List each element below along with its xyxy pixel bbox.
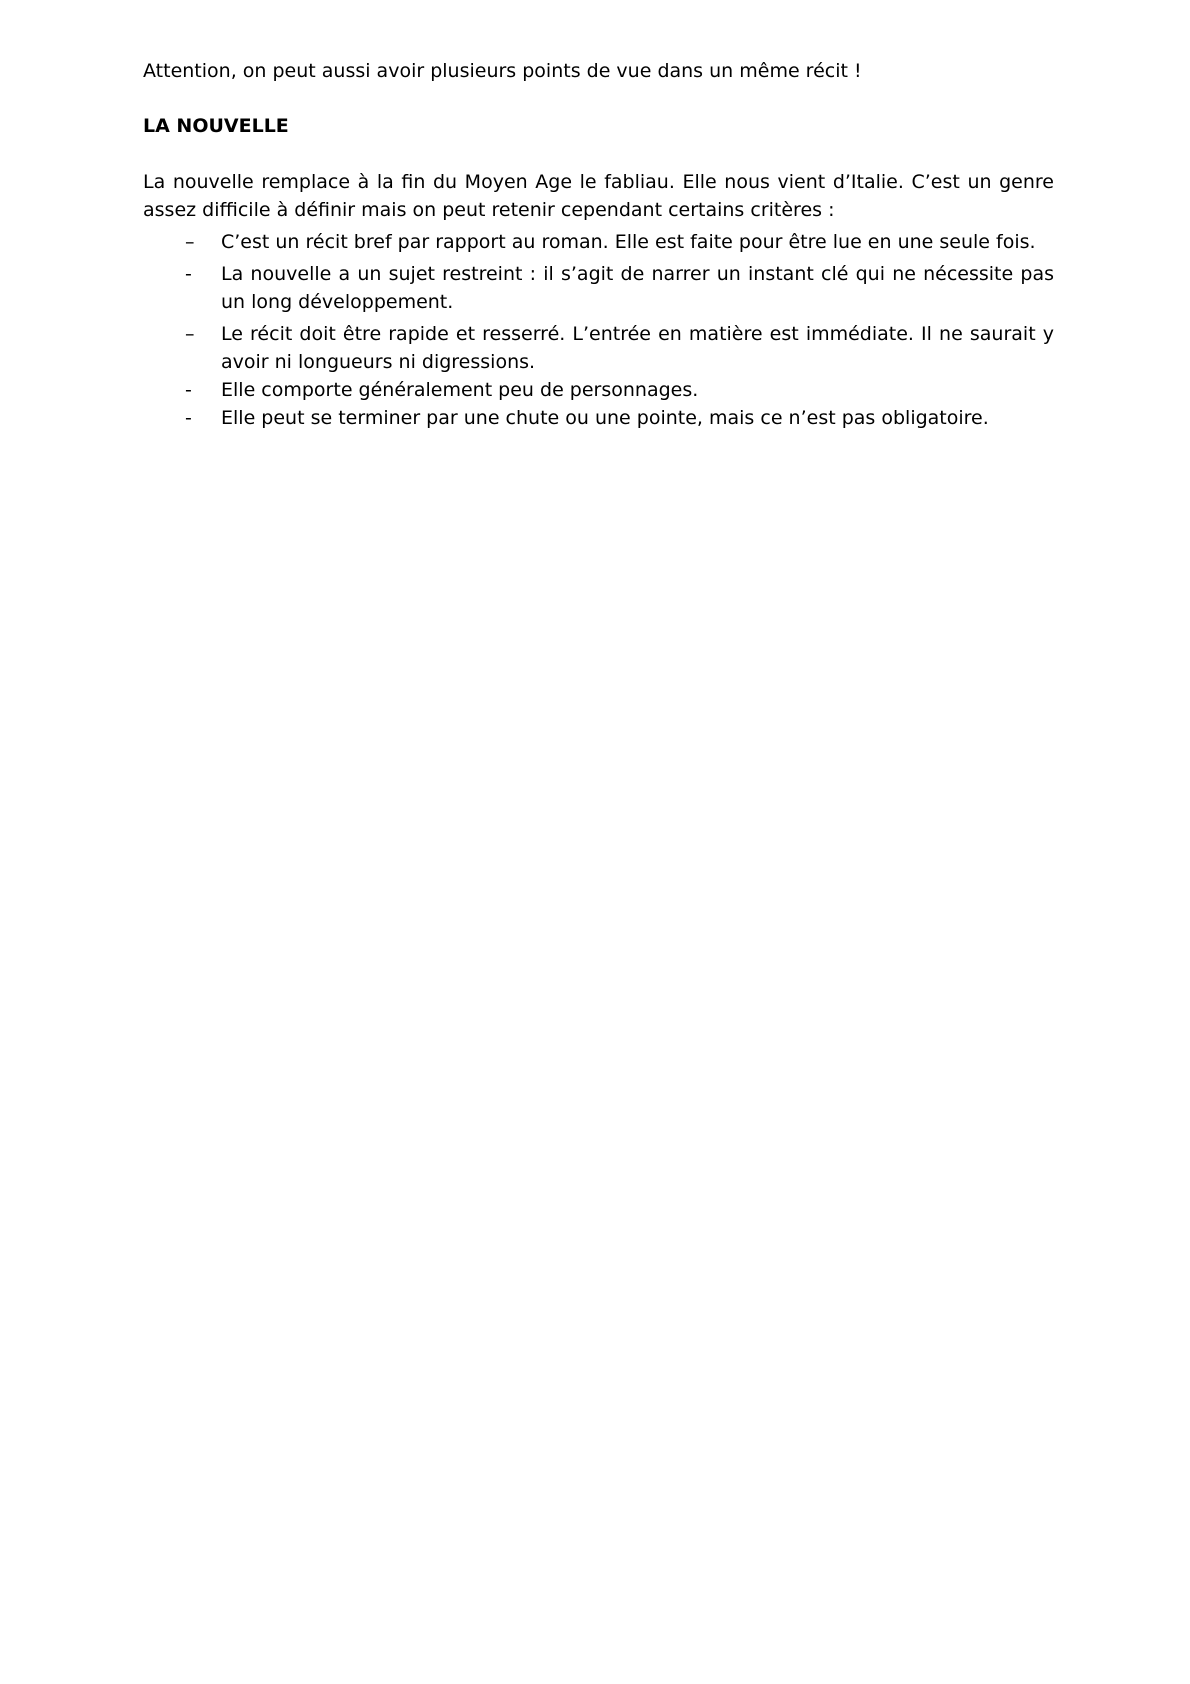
document-page <box>143 0 1054 1684</box>
bullet-dash-icon: – <box>185 231 195 253</box>
bullet-dash-icon: - <box>185 379 192 401</box>
list-item <box>143 404 1054 432</box>
section-heading: LA NOUVELLE <box>143 115 289 137</box>
list-item-text: Le récit doit être rapide et resserré. L’entrée en matière est immédiate. Il ne saurait y avoir ni longueurs ni digressions. <box>221 323 1054 373</box>
list-item-text: Elle comporte généralement peu de personnages. <box>221 379 699 401</box>
list-item <box>143 228 1054 256</box>
list-item-text: La nouvelle a un sujet restreint : il s’agit de narrer un instant clé qui ne nécessite pas un long développement. <box>221 263 1054 313</box>
bullet-dash-icon: - <box>185 407 192 429</box>
list-item-text: Elle peut se terminer par une chute ou une pointe, mais ce n’est pas obligatoire. <box>221 407 989 429</box>
list-item <box>143 260 1054 316</box>
bullet-dash-icon: – <box>185 323 195 345</box>
list-item <box>143 320 1054 376</box>
bullet-dash-icon: - <box>185 263 192 285</box>
list-item <box>143 376 1054 404</box>
intro-paragraph: La nouvelle remplace à la fin du Moyen Age le fabliau. Elle nous vient d’Italie. C’est un genre assez difficile à définir mais on peut retenir cependant certains critères : <box>143 171 1054 221</box>
intro-sentence: Attention, on peut aussi avoir plusieurs points de vue dans un même récit ! <box>143 60 862 82</box>
list-item-text: C’est un récit bref par rapport au roman. Elle est faite pour être lue en une seule fois. <box>221 231 1036 253</box>
criteria-list <box>143 228 1054 432</box>
